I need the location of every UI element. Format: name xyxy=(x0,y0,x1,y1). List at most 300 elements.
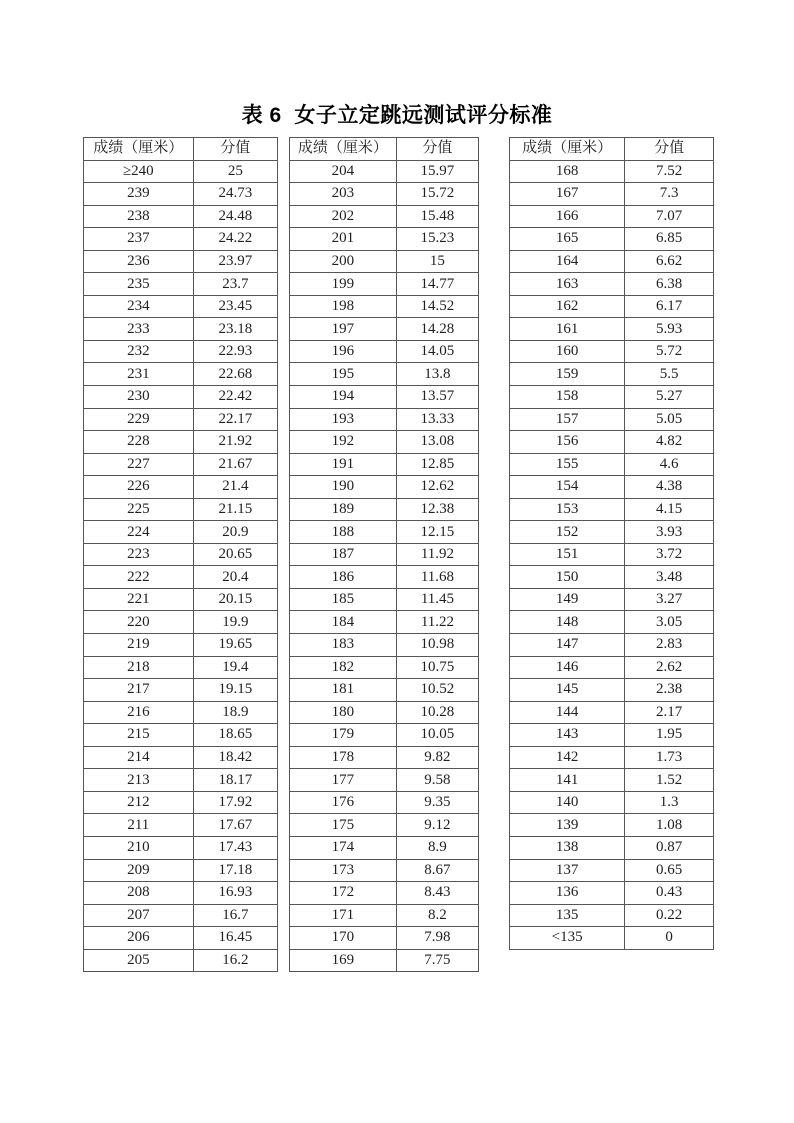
table-row xyxy=(510,295,714,318)
table-row xyxy=(290,859,479,882)
score-cell: 186 xyxy=(290,566,397,589)
table-row xyxy=(290,927,479,950)
points-cell: 12.85 xyxy=(396,453,478,476)
table-row xyxy=(290,386,479,409)
table-row xyxy=(510,588,714,611)
points-cell: 1.95 xyxy=(625,724,714,747)
table-row xyxy=(84,566,278,589)
points-column-header: 分值 xyxy=(396,138,478,161)
points-cell: 14.77 xyxy=(396,273,478,296)
score-cell: 210 xyxy=(84,836,194,859)
points-column-header: 分值 xyxy=(625,138,714,161)
table-row xyxy=(290,791,479,814)
points-cell: 4.82 xyxy=(625,431,714,454)
points-cell: 15.48 xyxy=(396,205,478,228)
table-row xyxy=(290,746,479,769)
score-cell: 239 xyxy=(84,183,194,206)
points-cell: 24.48 xyxy=(193,205,277,228)
points-cell: 24.73 xyxy=(193,183,277,206)
score-cell: 178 xyxy=(290,746,397,769)
score-cell: <135 xyxy=(510,927,625,950)
points-cell: 7.75 xyxy=(396,949,478,972)
points-cell: 6.17 xyxy=(625,295,714,318)
score-cell: 138 xyxy=(510,836,625,859)
table-row xyxy=(290,340,479,363)
points-cell: 17.67 xyxy=(193,814,277,837)
table-row xyxy=(84,431,278,454)
table-row xyxy=(84,634,278,657)
table-row xyxy=(84,769,278,792)
score-cell: 209 xyxy=(84,859,194,882)
score-cell: 215 xyxy=(84,724,194,747)
score-cell: 230 xyxy=(84,386,194,409)
points-cell: 7.98 xyxy=(396,927,478,950)
points-cell: 20.4 xyxy=(193,566,277,589)
table-row xyxy=(290,634,479,657)
score-cell: 193 xyxy=(290,408,397,431)
score-cell: 199 xyxy=(290,273,397,296)
score-cell: 139 xyxy=(510,814,625,837)
points-cell: 14.05 xyxy=(396,340,478,363)
score-cell: 140 xyxy=(510,791,625,814)
points-cell: 10.28 xyxy=(396,701,478,724)
points-cell: 22.17 xyxy=(193,408,277,431)
score-table-1 xyxy=(83,137,278,972)
points-column-header: 分值 xyxy=(193,138,277,161)
table-row xyxy=(84,701,278,724)
points-cell: 10.75 xyxy=(396,656,478,679)
points-cell: 13.33 xyxy=(396,408,478,431)
points-cell: 6.38 xyxy=(625,273,714,296)
table-row xyxy=(510,363,714,386)
table-row xyxy=(84,318,278,341)
table-row xyxy=(290,476,479,499)
score-cell: 188 xyxy=(290,521,397,544)
points-cell: 16.7 xyxy=(193,904,277,927)
points-cell: 20.9 xyxy=(193,521,277,544)
score-cell: 167 xyxy=(510,183,625,206)
score-cell: 141 xyxy=(510,769,625,792)
score-cell: 223 xyxy=(84,543,194,566)
points-cell: 18.65 xyxy=(193,724,277,747)
points-cell: 15.97 xyxy=(396,160,478,183)
table-row xyxy=(84,588,278,611)
score-cell: 160 xyxy=(510,340,625,363)
points-cell: 3.48 xyxy=(625,566,714,589)
points-cell: 4.6 xyxy=(625,453,714,476)
points-cell: 20.15 xyxy=(193,588,277,611)
table-row xyxy=(510,679,714,702)
points-cell: 18.42 xyxy=(193,746,277,769)
points-cell: 18.17 xyxy=(193,769,277,792)
score-cell: 165 xyxy=(510,228,625,251)
score-cell: 220 xyxy=(84,611,194,634)
score-cell: 224 xyxy=(84,521,194,544)
score-table-3 xyxy=(509,137,714,950)
points-cell: 1.08 xyxy=(625,814,714,837)
table-row xyxy=(510,611,714,634)
score-cell: 229 xyxy=(84,408,194,431)
points-cell: 22.68 xyxy=(193,363,277,386)
table-row xyxy=(510,476,714,499)
score-cell: 207 xyxy=(84,904,194,927)
score-cell: 148 xyxy=(510,611,625,634)
table-row xyxy=(290,588,479,611)
table-row xyxy=(510,183,714,206)
score-cell: 214 xyxy=(84,746,194,769)
score-cell: 231 xyxy=(84,363,194,386)
points-cell: 8.2 xyxy=(396,904,478,927)
points-cell: 16.45 xyxy=(193,927,277,950)
score-cell: 192 xyxy=(290,431,397,454)
score-cell: 204 xyxy=(290,160,397,183)
score-cell: 184 xyxy=(290,611,397,634)
points-cell: 1.52 xyxy=(625,769,714,792)
points-cell: 17.92 xyxy=(193,791,277,814)
table-row xyxy=(84,250,278,273)
points-cell: 15.72 xyxy=(396,183,478,206)
table-row xyxy=(510,431,714,454)
table-row xyxy=(290,228,479,251)
score-cell: 208 xyxy=(84,882,194,905)
points-cell: 15 xyxy=(396,250,478,273)
points-cell: 20.65 xyxy=(193,543,277,566)
points-cell: 0.65 xyxy=(625,859,714,882)
table-row xyxy=(510,634,714,657)
points-cell: 12.38 xyxy=(396,498,478,521)
points-cell: 6.62 xyxy=(625,250,714,273)
points-cell: 23.7 xyxy=(193,273,277,296)
table-row xyxy=(84,521,278,544)
points-cell: 21.67 xyxy=(193,453,277,476)
score-cell: 200 xyxy=(290,250,397,273)
points-cell: 25 xyxy=(193,160,277,183)
points-cell: 4.38 xyxy=(625,476,714,499)
points-cell: 13.8 xyxy=(396,363,478,386)
points-cell: 3.27 xyxy=(625,588,714,611)
table-row xyxy=(510,724,714,747)
score-cell: 171 xyxy=(290,904,397,927)
points-cell: 8.67 xyxy=(396,859,478,882)
score-cell: 143 xyxy=(510,724,625,747)
points-cell: 14.28 xyxy=(396,318,478,341)
points-cell: 21.15 xyxy=(193,498,277,521)
points-cell: 0.87 xyxy=(625,836,714,859)
table-row xyxy=(290,453,479,476)
table-row xyxy=(84,724,278,747)
header-row xyxy=(510,138,714,161)
table-row xyxy=(510,882,714,905)
score-cell: 180 xyxy=(290,701,397,724)
score-cell: 235 xyxy=(84,273,194,296)
score-cell: 211 xyxy=(84,814,194,837)
table-row xyxy=(84,882,278,905)
points-cell: 22.42 xyxy=(193,386,277,409)
header-row xyxy=(290,138,479,161)
points-cell: 12.15 xyxy=(396,521,478,544)
points-cell: 19.15 xyxy=(193,679,277,702)
table-row xyxy=(84,611,278,634)
points-cell: 12.62 xyxy=(396,476,478,499)
table-row xyxy=(290,882,479,905)
table-row xyxy=(84,791,278,814)
score-cell: 153 xyxy=(510,498,625,521)
points-cell: 13.08 xyxy=(396,431,478,454)
points-cell: 18.9 xyxy=(193,701,277,724)
table-row xyxy=(290,904,479,927)
table-row xyxy=(290,679,479,702)
header-row xyxy=(84,138,278,161)
points-cell: 1.73 xyxy=(625,746,714,769)
score-cell: 222 xyxy=(84,566,194,589)
table-row xyxy=(84,408,278,431)
points-cell: 11.92 xyxy=(396,543,478,566)
score-cell: 175 xyxy=(290,814,397,837)
score-cell: 179 xyxy=(290,724,397,747)
table-row xyxy=(290,656,479,679)
score-cell: 234 xyxy=(84,295,194,318)
table-row xyxy=(290,814,479,837)
score-cell: 227 xyxy=(84,453,194,476)
table-row xyxy=(510,453,714,476)
score-cell: 219 xyxy=(84,634,194,657)
points-cell: 10.52 xyxy=(396,679,478,702)
points-cell: 22.93 xyxy=(193,340,277,363)
table-row xyxy=(84,859,278,882)
score-cell: 168 xyxy=(510,160,625,183)
points-cell: 3.05 xyxy=(625,611,714,634)
points-cell: 11.68 xyxy=(396,566,478,589)
table-row xyxy=(290,295,479,318)
points-cell: 0.22 xyxy=(625,904,714,927)
points-cell: 9.35 xyxy=(396,791,478,814)
score-cell: 196 xyxy=(290,340,397,363)
table-row xyxy=(84,949,278,972)
points-cell: 5.93 xyxy=(625,318,714,341)
score-cell: 206 xyxy=(84,927,194,950)
points-cell: 8.9 xyxy=(396,836,478,859)
table-row xyxy=(84,295,278,318)
table-row xyxy=(510,160,714,183)
score-cell: 149 xyxy=(510,588,625,611)
score-cell: 150 xyxy=(510,566,625,589)
points-cell: 2.62 xyxy=(625,656,714,679)
table-row xyxy=(84,228,278,251)
score-cell: 136 xyxy=(510,882,625,905)
score-cell: 202 xyxy=(290,205,397,228)
points-cell: 0.43 xyxy=(625,882,714,905)
points-cell: 23.97 xyxy=(193,250,277,273)
score-cell: 221 xyxy=(84,588,194,611)
points-cell: 7.07 xyxy=(625,205,714,228)
score-cell: 176 xyxy=(290,791,397,814)
points-cell: 9.82 xyxy=(396,746,478,769)
table-row xyxy=(510,543,714,566)
score-cell: 203 xyxy=(290,183,397,206)
table-row xyxy=(290,543,479,566)
score-cell: 166 xyxy=(510,205,625,228)
score-cell: 177 xyxy=(290,769,397,792)
points-cell: 24.22 xyxy=(193,228,277,251)
score-cell: 236 xyxy=(84,250,194,273)
table-row xyxy=(510,228,714,251)
score-cell: 183 xyxy=(290,634,397,657)
points-cell: 10.05 xyxy=(396,724,478,747)
points-cell: 19.9 xyxy=(193,611,277,634)
points-cell: 17.18 xyxy=(193,859,277,882)
table-row xyxy=(290,611,479,634)
score-cell: 218 xyxy=(84,656,194,679)
table-row xyxy=(510,318,714,341)
score-cell: 163 xyxy=(510,273,625,296)
score-cell: 142 xyxy=(510,746,625,769)
table-row xyxy=(290,836,479,859)
points-cell: 5.72 xyxy=(625,340,714,363)
score-cell: 151 xyxy=(510,543,625,566)
table-row xyxy=(84,814,278,837)
points-cell: 1.3 xyxy=(625,791,714,814)
points-cell: 6.85 xyxy=(625,228,714,251)
tables-container xyxy=(83,137,714,972)
table-row xyxy=(290,183,479,206)
table-row xyxy=(84,836,278,859)
score-cell: 232 xyxy=(84,340,194,363)
points-cell: 2.38 xyxy=(625,679,714,702)
table-row xyxy=(510,836,714,859)
table-row xyxy=(84,386,278,409)
points-cell: 9.58 xyxy=(396,769,478,792)
score-cell: 170 xyxy=(290,927,397,950)
table-row xyxy=(290,949,479,972)
score-cell: 233 xyxy=(84,318,194,341)
table-row xyxy=(510,250,714,273)
table-row xyxy=(290,701,479,724)
score-cell: 189 xyxy=(290,498,397,521)
points-cell: 14.52 xyxy=(396,295,478,318)
table-row xyxy=(510,859,714,882)
score-cell: 197 xyxy=(290,318,397,341)
table-row xyxy=(290,769,479,792)
score-cell: 156 xyxy=(510,431,625,454)
table-row xyxy=(84,904,278,927)
table-row xyxy=(290,431,479,454)
table-row xyxy=(84,476,278,499)
score-table-2 xyxy=(289,137,479,972)
score-cell: 194 xyxy=(290,386,397,409)
table-row xyxy=(84,679,278,702)
table-row xyxy=(290,566,479,589)
table-row xyxy=(84,498,278,521)
table-row xyxy=(84,340,278,363)
points-cell: 7.52 xyxy=(625,160,714,183)
table-row xyxy=(510,521,714,544)
points-cell: 15.23 xyxy=(396,228,478,251)
score-cell: 169 xyxy=(290,949,397,972)
points-cell: 13.57 xyxy=(396,386,478,409)
points-cell: 2.17 xyxy=(625,701,714,724)
points-cell: 21.4 xyxy=(193,476,277,499)
table-row xyxy=(290,205,479,228)
table-row xyxy=(510,273,714,296)
table-row xyxy=(510,904,714,927)
score-cell: 172 xyxy=(290,882,397,905)
score-column-header: 成绩（厘米） xyxy=(290,138,397,161)
points-cell: 23.18 xyxy=(193,318,277,341)
table-row xyxy=(510,701,714,724)
score-cell: 216 xyxy=(84,701,194,724)
score-cell: 217 xyxy=(84,679,194,702)
points-cell: 3.72 xyxy=(625,543,714,566)
page-title: 表 6 女子立定跳远测试评分标准 xyxy=(241,104,553,127)
score-cell: 237 xyxy=(84,228,194,251)
score-cell: 159 xyxy=(510,363,625,386)
points-cell: 4.15 xyxy=(625,498,714,521)
score-cell: 174 xyxy=(290,836,397,859)
score-cell: 238 xyxy=(84,205,194,228)
table-row xyxy=(84,160,278,183)
points-cell: 19.65 xyxy=(193,634,277,657)
points-cell: 11.22 xyxy=(396,611,478,634)
score-cell: 226 xyxy=(84,476,194,499)
points-cell: 2.83 xyxy=(625,634,714,657)
table-row xyxy=(510,340,714,363)
score-cell: 145 xyxy=(510,679,625,702)
score-cell: 147 xyxy=(510,634,625,657)
table-row xyxy=(84,183,278,206)
table-row xyxy=(84,205,278,228)
table-row xyxy=(510,498,714,521)
score-cell: 158 xyxy=(510,386,625,409)
table-row xyxy=(290,408,479,431)
table-row xyxy=(290,318,479,341)
points-cell: 23.45 xyxy=(193,295,277,318)
points-cell: 5.5 xyxy=(625,363,714,386)
score-cell: 225 xyxy=(84,498,194,521)
points-cell: 3.93 xyxy=(625,521,714,544)
score-cell: 157 xyxy=(510,408,625,431)
table-row xyxy=(84,927,278,950)
table-row xyxy=(510,205,714,228)
points-cell: 17.43 xyxy=(193,836,277,859)
table-row xyxy=(290,273,479,296)
points-cell: 0 xyxy=(625,927,714,950)
table-row xyxy=(84,746,278,769)
score-cell: 187 xyxy=(290,543,397,566)
score-cell: 137 xyxy=(510,859,625,882)
score-cell: 155 xyxy=(510,453,625,476)
table-row xyxy=(510,656,714,679)
score-cell: 195 xyxy=(290,363,397,386)
points-cell: 8.43 xyxy=(396,882,478,905)
score-cell: 198 xyxy=(290,295,397,318)
points-cell: 9.12 xyxy=(396,814,478,837)
score-cell: 213 xyxy=(84,769,194,792)
score-cell: 182 xyxy=(290,656,397,679)
table-row xyxy=(84,273,278,296)
score-cell: 144 xyxy=(510,701,625,724)
score-cell: 191 xyxy=(290,453,397,476)
table-row xyxy=(510,927,714,950)
table-row xyxy=(290,521,479,544)
table-row xyxy=(510,769,714,792)
table-row xyxy=(510,746,714,769)
score-cell: 135 xyxy=(510,904,625,927)
table-row xyxy=(510,814,714,837)
score-cell: 228 xyxy=(84,431,194,454)
points-cell: 5.27 xyxy=(625,386,714,409)
table-row xyxy=(510,791,714,814)
points-cell: 19.4 xyxy=(193,656,277,679)
